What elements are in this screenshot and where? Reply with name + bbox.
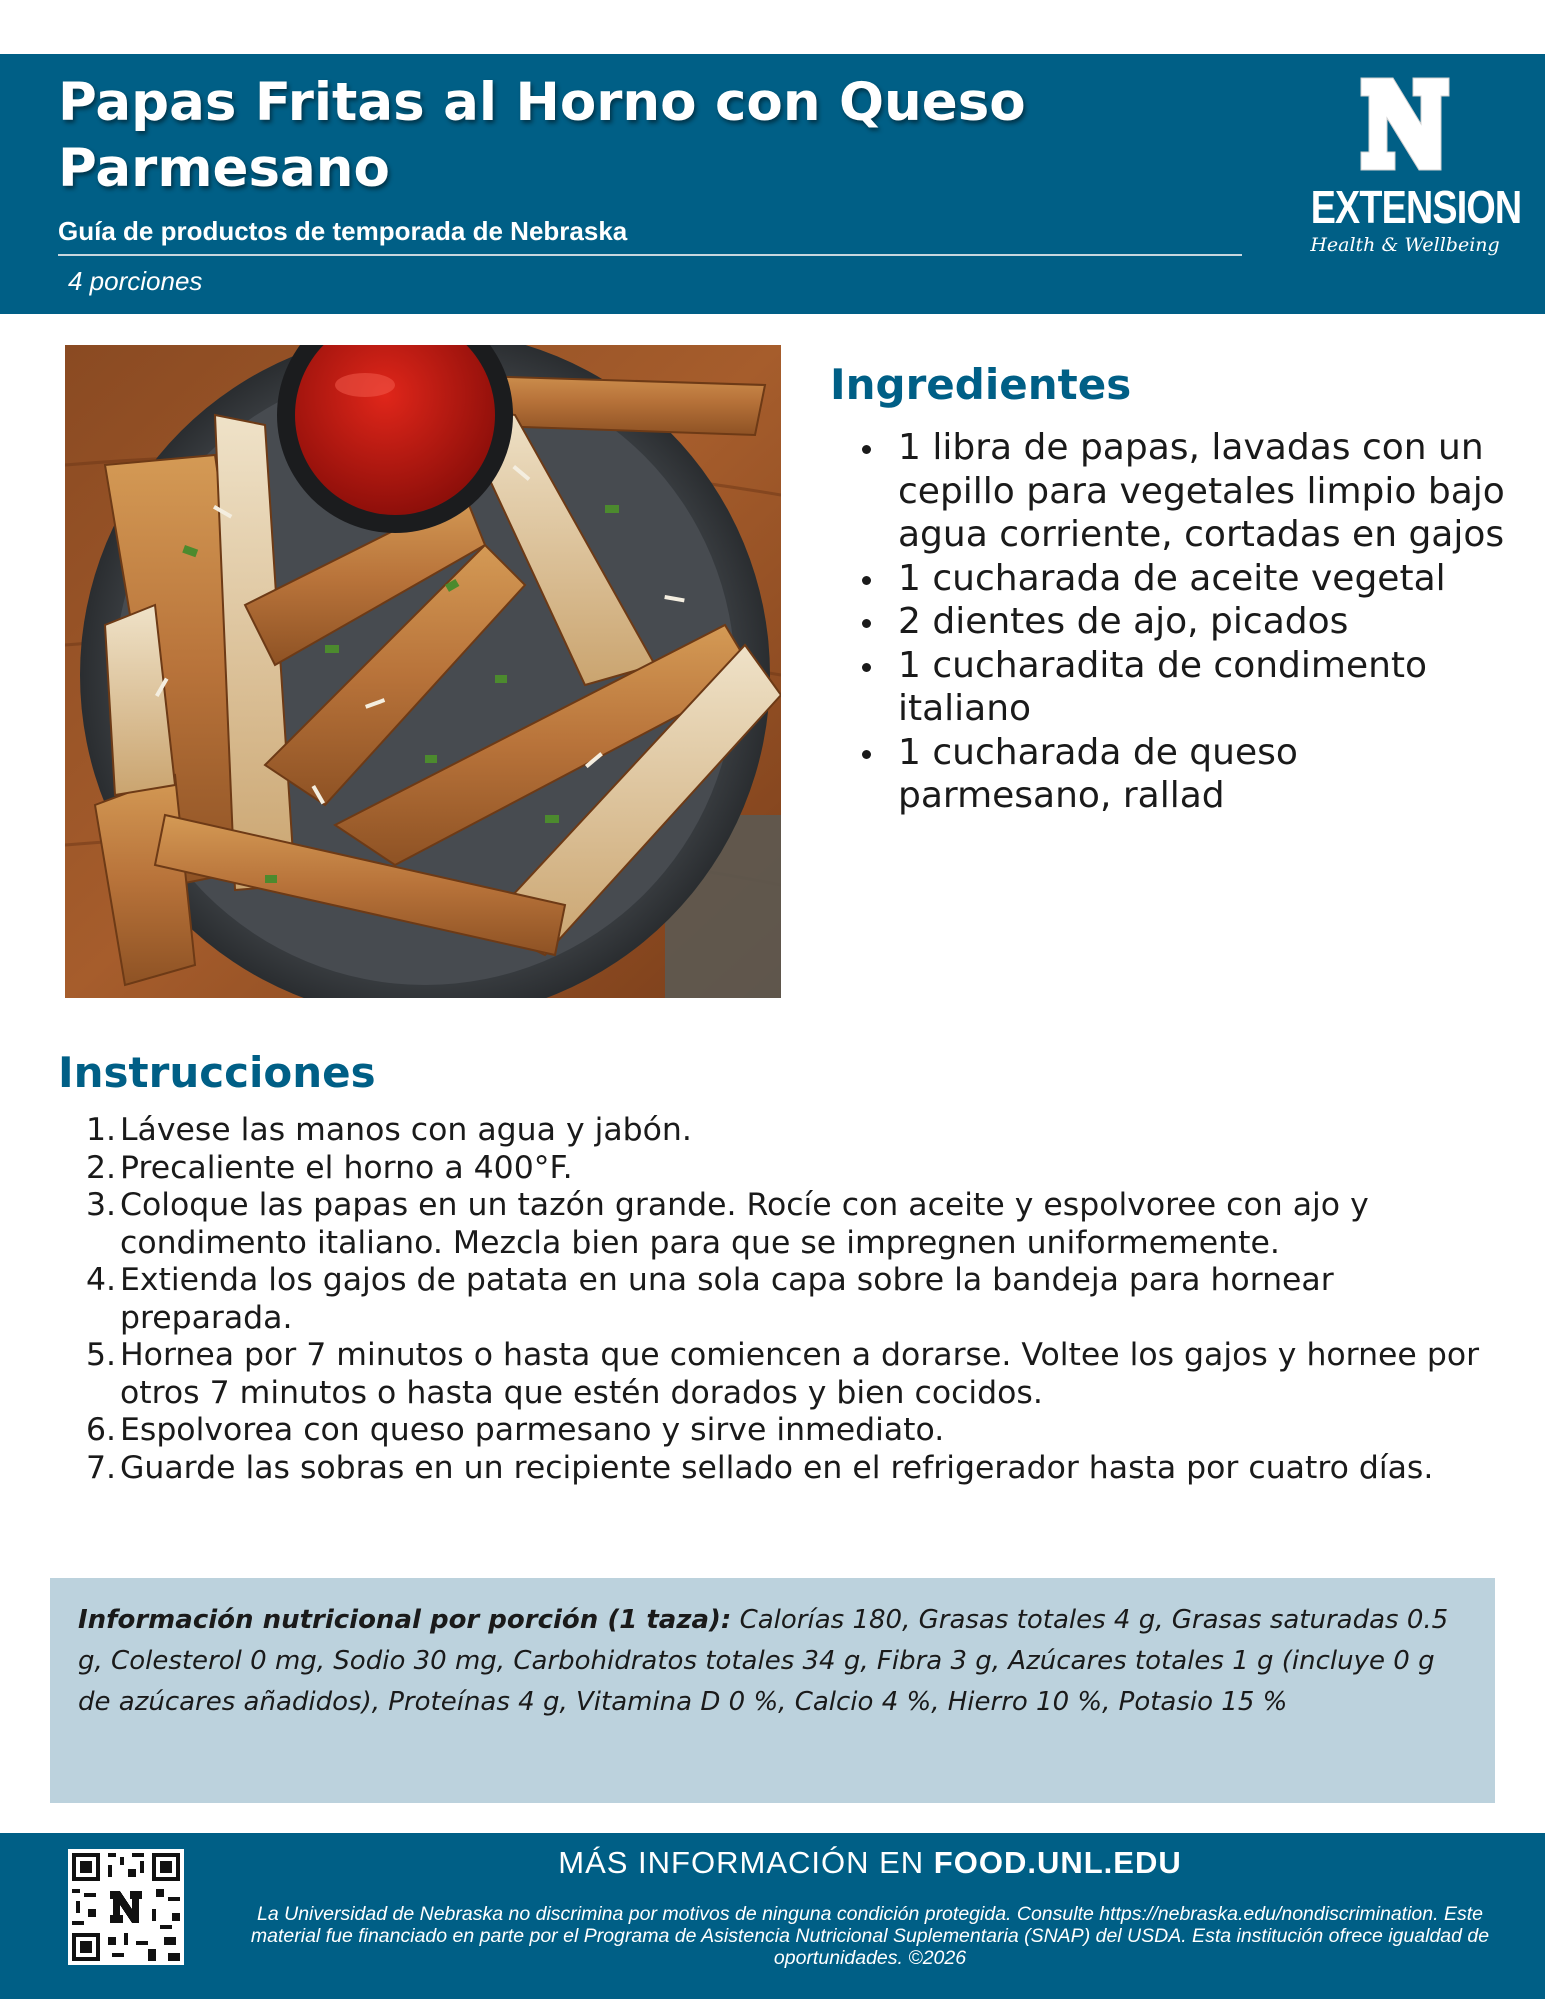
servings-label: 4 porciones [68,266,203,296]
step-number: 5. [85,1337,116,1373]
step-number: 7. [85,1449,116,1486]
ingredient-item: 2 dientes de ajo, picados [830,600,1510,644]
logo-tagline: Health & Wellbeing [1310,234,1500,256]
instruction-step [58,1187,1503,1262]
instructions-heading: Instrucciones [58,1048,376,1097]
ingredient-item: 1 cucharada de queso parmesano, rallad [830,731,1510,818]
step-text: Lávese las manos con agua y jabón. [120,1112,692,1148]
ingredients-list [830,426,1510,818]
header-banner [0,54,1545,314]
recipe-photo [65,345,781,998]
instruction-step [58,1150,1503,1188]
step-text: Precaliente el horno a 400°F. [120,1149,573,1186]
qr-code-icon[interactable] [68,1849,184,1965]
step-text: Coloque las papas en un tazón grande. Rocíe con aceite y espolvoree con ajo y condimento italiano. Mezcla bien para que se impregnen uniformemente. [120,1187,1369,1261]
step-text: Guarde las sobras en un recipiente sellado en el refrigerador hasta por cuatro días. [120,1449,1434,1486]
ingredient-item: 1 cucharadita de condimento italiano [830,644,1510,731]
ingredients-heading: Ingredientes [830,360,1132,409]
page-subtitle: Guía de productos de temporada de Nebraska [58,216,628,246]
instructions-list [58,1112,1503,1487]
nutrition-values: Calorías 180, Grasas totales 4 g, Grasas saturadas 0.5 g, Colesterol 0 mg, Sodio 30 mg, Carbohidratos totales 34 g, Fibra 3 g, Azúcares totales 1 g (incluye 0 g de azúcares añadidos), Proteínas 4 g, Vitamina D 0 %, Calcio 4 %, Hierro 10 %, Potasio 15 % [78,1605,1449,1717]
more-info-line [220,1845,1520,1881]
more-info-prefix: MÁS INFORMACIÓN EN [558,1845,934,1880]
step-text: Espolvorea con queso parmesano y sirve inmediato. [120,1412,945,1448]
footer-banner [0,1833,1545,1999]
instruction-step [58,1262,1503,1337]
nebraska-n-icon [1353,72,1457,176]
header-divider [58,254,1242,256]
step-number: 3. [85,1187,116,1223]
logo-wordmark: EXTENSION [1310,181,1522,233]
instruction-step [58,1412,1503,1450]
step-text: Extienda los gajos de patata en una sola capa sobre la bandeja para hornear preparada. [120,1262,1334,1336]
nutrition-info [78,1600,1473,1723]
step-number: 6. [85,1412,116,1448]
nutrition-box [50,1578,1495,1803]
ingredient-item: 1 libra de papas, lavadas con un cepillo para vegetales limpio bajo agua corriente, cortadas en gajos [830,426,1510,557]
extension-logo [1290,72,1520,302]
instruction-step [58,1450,1503,1488]
instruction-step [58,1112,1503,1150]
nutrition-label: Información nutricional por porción (1 taza): [78,1605,732,1635]
legal-disclaimer: La Universidad de Nebraska no discrimina por motivos de ninguna condición protegida. Consulte https://nebraska.edu/nondiscrimination. Este material fue financiado en parte por el Programa de Asistencia Nutricional Suplementaria (SNAP) del USDA. Esta institución ofrece igualdad de oportunidades. ©2026 [250,1903,1490,1969]
step-number: 2. [85,1149,116,1186]
step-number: 4. [85,1262,116,1298]
ingredient-item: 1 cucharada de aceite vegetal [830,557,1510,601]
page-title: Papas Fritas al Horno con Queso Parmesano [58,72,1026,199]
more-info-link[interactable]: FOOD.UNL.EDU [933,1845,1182,1880]
instruction-step [58,1337,1503,1412]
step-text: Hornea por 7 minutos o hasta que comiencen a dorarse. Voltee los gajos y hornee por otros 7 minutos o hasta que estén dorados y bien cocidos. [120,1337,1480,1411]
step-number: 1. [85,1112,116,1148]
